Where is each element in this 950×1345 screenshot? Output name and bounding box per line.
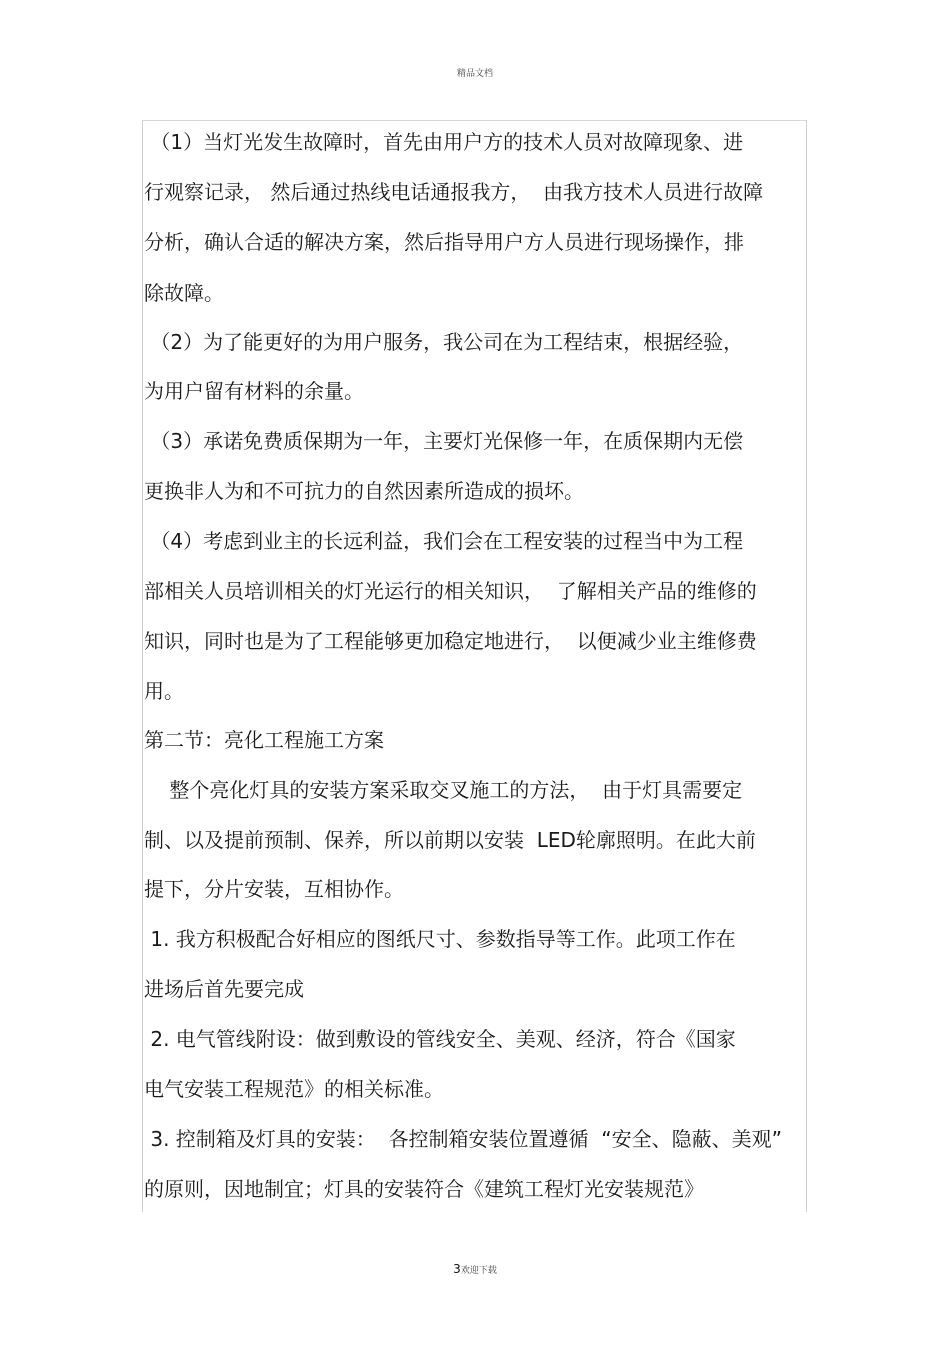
text-line: 电气安装工程规范》的相关标准。 [144, 1077, 444, 1101]
frame-top-border [142, 120, 807, 121]
text-line: 知识，同时也是为了工程能够更加稳定地进行， 以便减少业主维修费 [144, 629, 757, 653]
text-line: （4）考虑到业主的长远利益，我们会在工程安装的过程当中为工程 [144, 529, 744, 553]
text-line: 为用户留有材料的余量。 [144, 379, 364, 403]
text-line: 3. 控制箱及灯具的安装： 各控制箱安装位置遵循 “安全、隐蔽、美观” [144, 1127, 782, 1151]
text-line: （1）当灯光发生故障时，首先由用户方的技术人员对故障现象、进 [144, 130, 744, 154]
text-line: 除故障。 [144, 281, 224, 305]
frame-right-border [806, 120, 807, 1212]
text-line: 制、以及提前预制、保养，所以前期以安装 LED轮廓照明。在此大前 [144, 828, 756, 852]
text-line: 整个亮化灯具的安装方案采取交叉施工的方法， 由于灯具需要定 [144, 778, 743, 802]
page-number: 3 [453, 1262, 461, 1276]
text-line: 进场后首先要完成 [144, 977, 304, 1001]
text-line: 更换非人为和不可抗力的自然因素所造成的损坏。 [144, 479, 584, 503]
text-line: 提下，分片安装，互相协作。 [144, 877, 404, 901]
page-footer [0, 1262, 950, 1276]
text-line: 的原则，因地制宜；灯具的安装符合《建筑工程灯光安装规范》 [144, 1177, 704, 1201]
text-line: 2. 电气管线附设：做到敷设的管线安全、美观、经济，符合《国家 [144, 1027, 736, 1051]
page-header: 精品文档 [456, 69, 493, 79]
text-line: 部相关人员培训相关的灯光运行的相关知识， 了解相关产品的维修的 [144, 579, 757, 603]
text-line: （2）为了能更好的为用户服务，我公司在为工程结束，根据经验， [144, 330, 744, 354]
footer-text: 欢迎下载 [460, 1266, 497, 1276]
section-heading: 第二节：亮化工程施工方案 [144, 728, 384, 752]
text-line: 1. 我方积极配合好相应的图纸尺寸、参数指导等工作。此项工作在 [144, 927, 736, 951]
text-line: 分析，确认合适的解决方案，然后指导用户方人员进行现场操作，排 [144, 230, 744, 254]
text-line: （3）承诺免费质保期为一年，主要灯光保修一年，在质保期内无偿 [144, 429, 744, 453]
text-line: 用。 [144, 679, 184, 703]
text-line: 行观察记录， 然后通过热线电话通报我方， 由我方技术人员进行故障 [144, 180, 764, 204]
frame-left-border [142, 120, 143, 1212]
